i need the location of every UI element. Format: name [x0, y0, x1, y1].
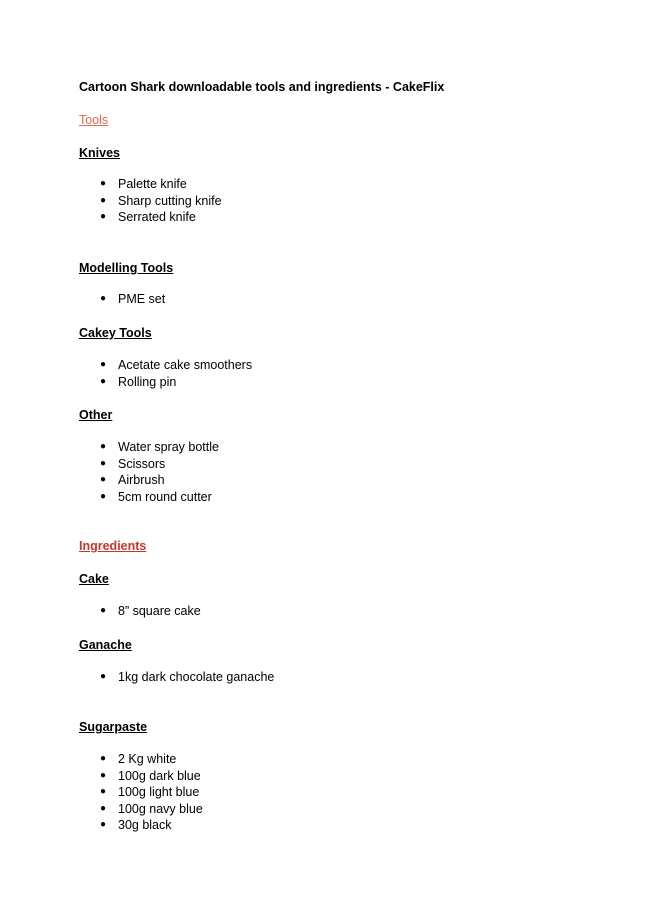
- modelling-tools-list: [79, 291, 165, 308]
- cake-list: [79, 603, 201, 620]
- bullet-icon: ●: [100, 786, 107, 797]
- bullet-icon: ●: [100, 194, 107, 206]
- list-item: ● 2 Kg white: [100, 752, 177, 766]
- knives-list: [79, 176, 222, 226]
- cakey-tools-heading: Cakey Tools: [79, 326, 152, 340]
- bullet-icon: ●: [100, 178, 107, 189]
- bullet-icon: ●: [100, 375, 107, 387]
- list-item: ● 5cm round cutter: [100, 489, 212, 504]
- list-item: ● 100g light blue: [100, 785, 200, 799]
- bullet-icon: ●: [100, 490, 107, 502]
- bullet-icon: ●: [100, 671, 107, 682]
- ganache-heading: Ganache: [79, 638, 132, 652]
- sugarpaste-heading: Sugarpaste: [79, 720, 148, 734]
- other-heading: Other: [79, 408, 113, 422]
- bullet-icon: ●: [100, 753, 107, 764]
- list-item: ● PME set: [100, 292, 166, 306]
- knives-heading: Knives: [79, 146, 120, 160]
- ganache-list: [79, 669, 274, 686]
- document-title: Cartoon Shark downloadable tools and ingredients - CakeFlix: [79, 80, 445, 94]
- bullet-icon: ●: [100, 474, 107, 485]
- other-list: [79, 439, 219, 505]
- bullet-icon: ●: [100, 605, 107, 616]
- bullet-icon: ●: [100, 359, 107, 370]
- list-item: ● 30g black: [100, 818, 172, 832]
- bullet-icon: ●: [100, 457, 107, 469]
- tools-heading: Tools: [79, 113, 109, 127]
- bullet-icon: ●: [100, 293, 107, 304]
- list-item: ● Acetate cake smoothers: [100, 358, 253, 372]
- bullet-icon: ●: [100, 769, 107, 781]
- bullet-icon: ●: [100, 441, 107, 452]
- list-item: ● 100g dark blue: [100, 768, 201, 783]
- list-item: ● Airbrush: [100, 473, 165, 487]
- list-item: ● Serrated knife: [100, 210, 196, 224]
- list-item: ● Water spray bottle: [100, 440, 219, 454]
- cakey-tools-list: [79, 357, 252, 390]
- list-item: ● 100g navy blue: [100, 801, 203, 816]
- bullet-icon: ●: [100, 819, 107, 830]
- list-item: ● Sharp cutting knife: [100, 193, 222, 208]
- list-item: ● 8” square cake: [100, 604, 201, 618]
- sugarpaste-list: [79, 751, 203, 834]
- list-item: ● Palette knife: [100, 177, 187, 191]
- list-item: ● 1kg dark chocolate ganache: [100, 670, 275, 684]
- ingredients-heading: Ingredients: [79, 539, 147, 553]
- list-item: ● Scissors: [100, 456, 166, 471]
- bullet-icon: ●: [100, 211, 107, 222]
- cake-heading: Cake: [79, 572, 109, 586]
- bullet-icon: ●: [100, 802, 107, 814]
- modelling-tools-heading: Modelling Tools: [79, 261, 174, 275]
- list-item: ● Rolling pin: [100, 374, 177, 389]
